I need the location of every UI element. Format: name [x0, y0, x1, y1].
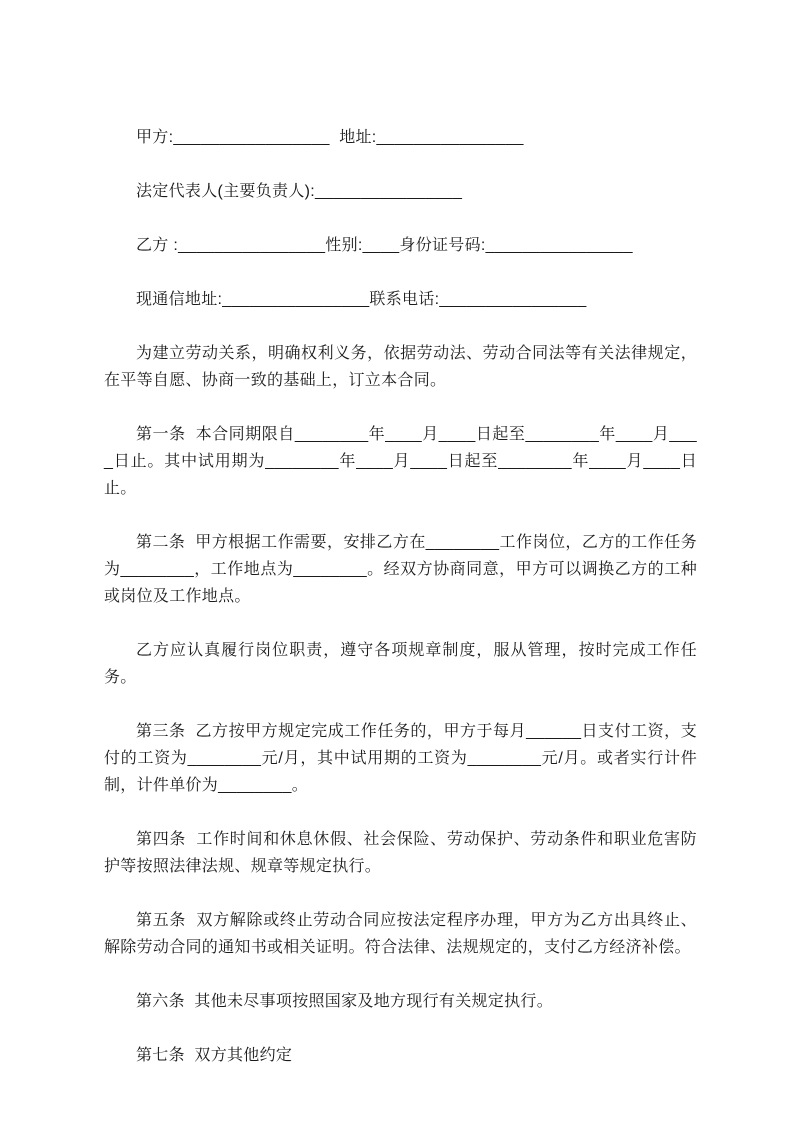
clause-3-wages: 第三条 乙方按甲方规定完成工作任务的，甲方于每月______日支付工资，支付的工资为________元/月，其中试用期的工资为________元/月。或者实行计件制，计件单价为________。: [104, 723, 697, 794]
clause-2-duty-note: 乙方应认真履行岗位职责，遵守各项规章制度，服从管理，按时完成工作任务。: [104, 642, 697, 686]
party-b-gender-id-line: 乙方 :________________性别:____身份证号码:________________: [136, 237, 633, 254]
clause-5-termination: 第五条 双方解除或终止劳动合同应按法定程序办理，甲方为乙方出具终止、解除劳动合同的通知书或相关证明。符合法律、法规规定的，支付乙方经济补偿。: [104, 912, 697, 956]
address-phone-line: 现通信地址:________________联系电话:________________: [136, 291, 587, 308]
clause-6-other-matters: 第六条 其他未尽事项按照国家及地方现行有关规定执行。: [136, 993, 553, 1010]
party-a-and-address-line: 甲方:_________________ 地址:________________: [136, 129, 524, 146]
clause-7-other-agreements: 第七条 双方其他约定: [136, 1047, 293, 1064]
clause-1-contract-term: 第一条 本合同期限自________年____月____日起至________年____月____日止。其中试用期为________年____月____日起至________年____月____日止。: [104, 426, 697, 497]
clause-4-working-conditions: 第四条 工作时间和休息休假、社会保险、劳动保护、劳动条件和职业危害防护等按照法律法规、规章等规定执行。: [104, 831, 697, 875]
preamble-paragraph: 为建立劳动关系，明确权利义务，依据劳动法、劳动合同法等有关法律规定，在平等自愿、协商一致的基础上，订立本合同。: [104, 345, 697, 389]
legal-representative-line: 法定代表人(主要负责人):________________: [136, 183, 463, 200]
clause-2-job-position: 第二条 甲方根据工作需要，安排乙方在________工作岗位，乙方的工作任务为________，工作地点为________。经双方协商同意，甲方可以调换乙方的工种或岗位及工作地点。: [104, 534, 697, 605]
